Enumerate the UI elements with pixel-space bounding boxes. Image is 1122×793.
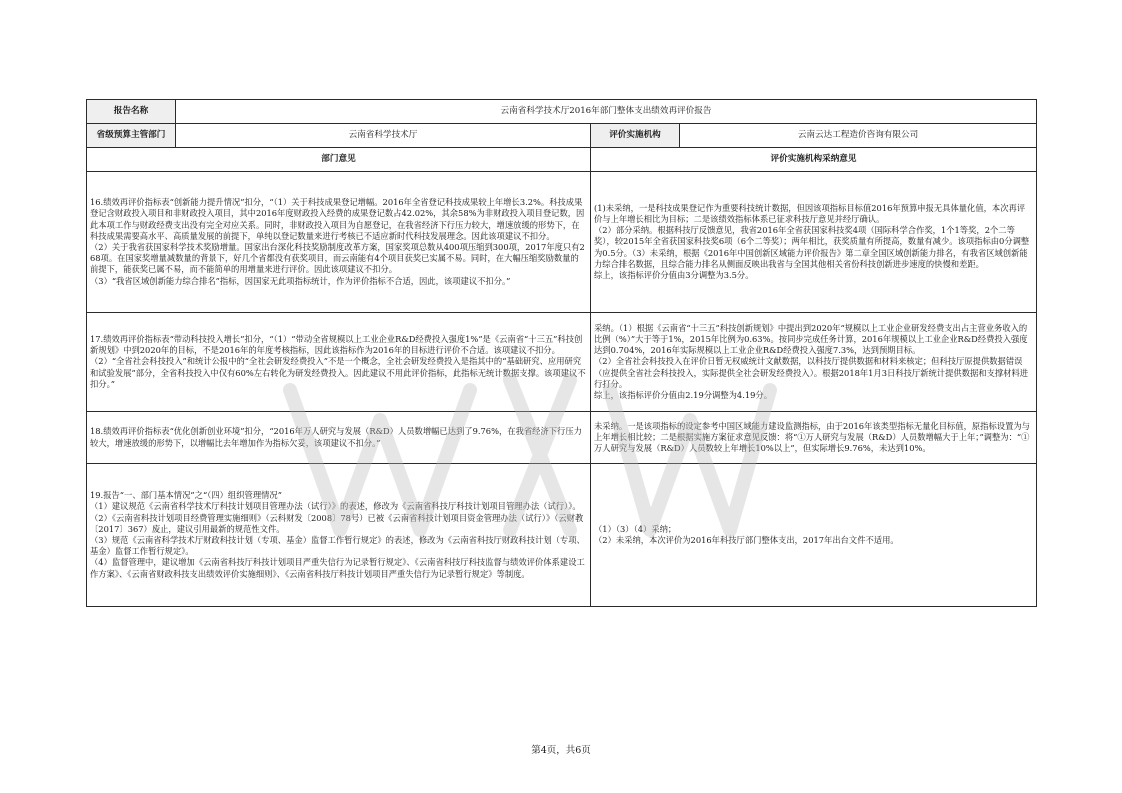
paragraph: （3）规范《云南省科学技术厅财政科技计划（专项、基金）监督工作暂行规定》的表述，修改为《云南省科技厅财政科技计划（专项、基金）监督工作暂行规定》。 [90,535,585,557]
paragraph: （2）全省社会科技投入在评价日暂无权威统计文献数据，以科技厅提供数据和材料来核定；但科技厅原提供数据错误（应提供全省社会科技投入，实际提供全社会研发经费投入）。根据2018年1月3日科技厅新统计提供数据和支撑材料进行打分。 [594,356,1029,389]
paragraph: 18.绩效再评价指标表“优化创新创业环境”扣分，“2016年万人研究与发展（R&D）人员数增幅已达到了9.76%，在我省经济下行压力较大，增速放缓的形势下，以增幅比去年增加作为指标欠妥，该项建议不扣分。” [90,426,582,448]
paragraph: （2）《云南省科技计划项目经费管理实施细则》（云科财发〔2008〕78号）已被《云南省科技计划项目资金管理办法（试行）》（云财教〔2017〕367）废止，建议引用最新的规范性文件。 [90,512,584,534]
dept-opinion-cell [87,412,591,464]
dept-opinion-cell [87,172,591,313]
paragraph: (1)未采纳，一是科技成果登记作为重要科技统计数据，但因该项指标目标值2016年预算申报无具体量化值，本次再评价与上年增长相比为目标；二是该绩效指标体系已征求科技厅意见并经厅确认。 [594,202,1026,224]
dept-opinion-cell [87,464,591,607]
agency-adoption-header: 评价实施机构采纳意见 [591,148,1037,172]
dept-label: 省级预算主管部门 [87,124,176,148]
paragraph: （1）建议规范《云南省科学技术厅科技计划项目管理办法（试行）》的表述，修改为《云南省科技厅科技计划项目管理办法（试行）》。 [90,501,581,512]
page-number: 第4页，共6页 [531,745,591,756]
paragraph: （1）（3）（4）采纳； [594,523,677,534]
opinion-table [86,99,1037,607]
agency-opinion-cell [591,172,1037,313]
paragraph: （2）关于我省获国家科学技术奖励增量。国家出台深化科技奖励制度改革方案，国家奖项总数从400项压缩到300项，2017年度只有268项。在国家奖增量减数量的背景下，好几个省都没有获奖项目，而云南能有4个项目获奖已实属不易。同时，在大幅压缩奖励数量的前提下，能获奖已属不易，而不能简单的用增量来进行评价。因此该项建议不扣分。 [90,242,585,275]
table-row [87,412,1037,464]
agency-opinion-cell [591,412,1037,464]
agency-opinion-cell [591,313,1037,412]
table-row [87,313,1037,412]
table-row [87,172,1037,313]
paragraph: 综上，该指标评价分值由3分调整为3.5分。 [594,270,754,280]
dept-value: 云南省科学技术厅 [176,124,591,148]
paragraph: （2）部分采纳。根据科技厅反馈意见，我省2016年全省获国家科技奖4项（国际科学合作奖，1个1等奖，2个二等奖），较2015年全省获国家科技奖6项（6个二等奖）；两年相比，获奖质量有所提高，数量有减少。该项指标由0分调整为0.5分。（3）未采纳，根据《2016年中国创新区域能力评价报告》第二章全国区域创新能力排名，有我省区域创新能力综合排名数据，且综合能力排名从侧面反映出我省与全国其他相关省份科技创新进步速度的快慢和差距。 [594,225,1030,269]
agency-value: 云南云达工程造价咨询有限公司 [680,124,1037,148]
section-header-row [87,148,1037,172]
paragraph: 19.报告“一、部门基本情况”之“（四）组织管理情况” [90,490,282,501]
paragraph: 未采纳。一是该项指标的设定参考中国区域能力建设监测指标，由于2016年该类型指标无量化目标值，原指标设置为与上年增长相比较；二是根据实施方案征求意见反馈：将“①万人研究与发展（R&D）人员数增幅大于上年；”调整为：“①万人研究与发展（R&D）人员数较上年增长10%以上”，但实际增长9.76%，未达到10%。 [594,420,1030,454]
report-name-label: 报告名称 [87,100,176,124]
agency-label: 评价实施机构 [591,124,680,148]
agency-opinion-cell [591,464,1037,607]
paragraph: （4）监督管理中，建议增加《云南省科技厅科技计划项目严重失信行为记录暂行规定》、《云南省科技厅科技监督与绩效评价体系建设工作方案》、《云南省财政科技支出绩效评价实施细则》、《云南省科技厅科技计划项目严重失信行为记录暂行规定》等制度。 [90,557,585,579]
paragraph: 采纳。（1）根据《云南省“十三五”科技创新规划》中提出到2020年“规模以上工业企业研发经费支出占主营业务收入的比例（%）”大于等于1%，2015年比例为0.63%。按同步完成任务计算，2016年规模以上工业企业R&D经费投入强度达到0.704%，2016年实际规模以上工业企业R&D经费投入强度7.3%，达到预期目标。 [594,322,1028,356]
report-name-value: 云南省科学技术厅2016年部门整体支出绩效再评价报告 [176,100,1037,124]
dept-opinion-cell [87,313,591,412]
paragraph: 16.绩效再评价指标表“创新能力提升情况”扣分，“（1）关于科技成果登记增幅。2016年全省登记科技成果较上年增长3.2%。科技成果登记含财政投入项目和非财政投入项目，其中2016年度财政投入经费的成果登记数占42.02%，其余58%为非财政投入项目登记数，因此本项工作与财政经费支出没有完全对应关系。同时，非财政投入项目为自愿登记，在我省经济下行压力较大，增速放缓的形势下，在科技成果需要高水平、高质量发展的前提下，单纯以登记数量来进行考核已不适应新时代科技发展理念。因此该项建议不扣分。 [90,197,585,241]
dept-opinion-header: 部门意见 [87,148,591,172]
table-row [87,464,1037,607]
paragraph: 综上，该指标评价分值由2.19分调整为4.19分。 [594,390,772,400]
paragraph: （3）“我省区域创新能力综合排名”指标，因国家无此项指标统计，作为评价指标不合适，因此，该项建议不扣分。” [90,275,511,286]
paragraph: （2）未采纳，本次评价为2016年科技厅部门整体支出，2017年出台文件不适用。 [594,535,899,545]
report-name-row [87,100,1037,124]
dept-agency-row [87,124,1037,148]
paragraph: 17.绩效再评价指标表“带动科技投入增长”扣分，“（1）“带动全省规模以上工业企业R&D经费投入强度1%”是《云南省“十三五”科技创新规划》中到2020年的目标，不是2016年的年度考核指标，因此该指标作为2016年的目标进行评价不合适。该项建议不扣分。 [90,333,583,356]
paragraph: （2）“全省社会科技投入”和统计公报中的“全社会研发经费投入”不是一个概念，全社会研发经费投入是指其中的“基础研究、应用研究和试验发展”部分，全省科技投入中仅有60%左右转化为研发经费投入。因此建议不用此评价指标，此指标无统计数据支撑。该项建议不扣分。” [90,356,586,389]
report-sheet [86,99,1036,607]
